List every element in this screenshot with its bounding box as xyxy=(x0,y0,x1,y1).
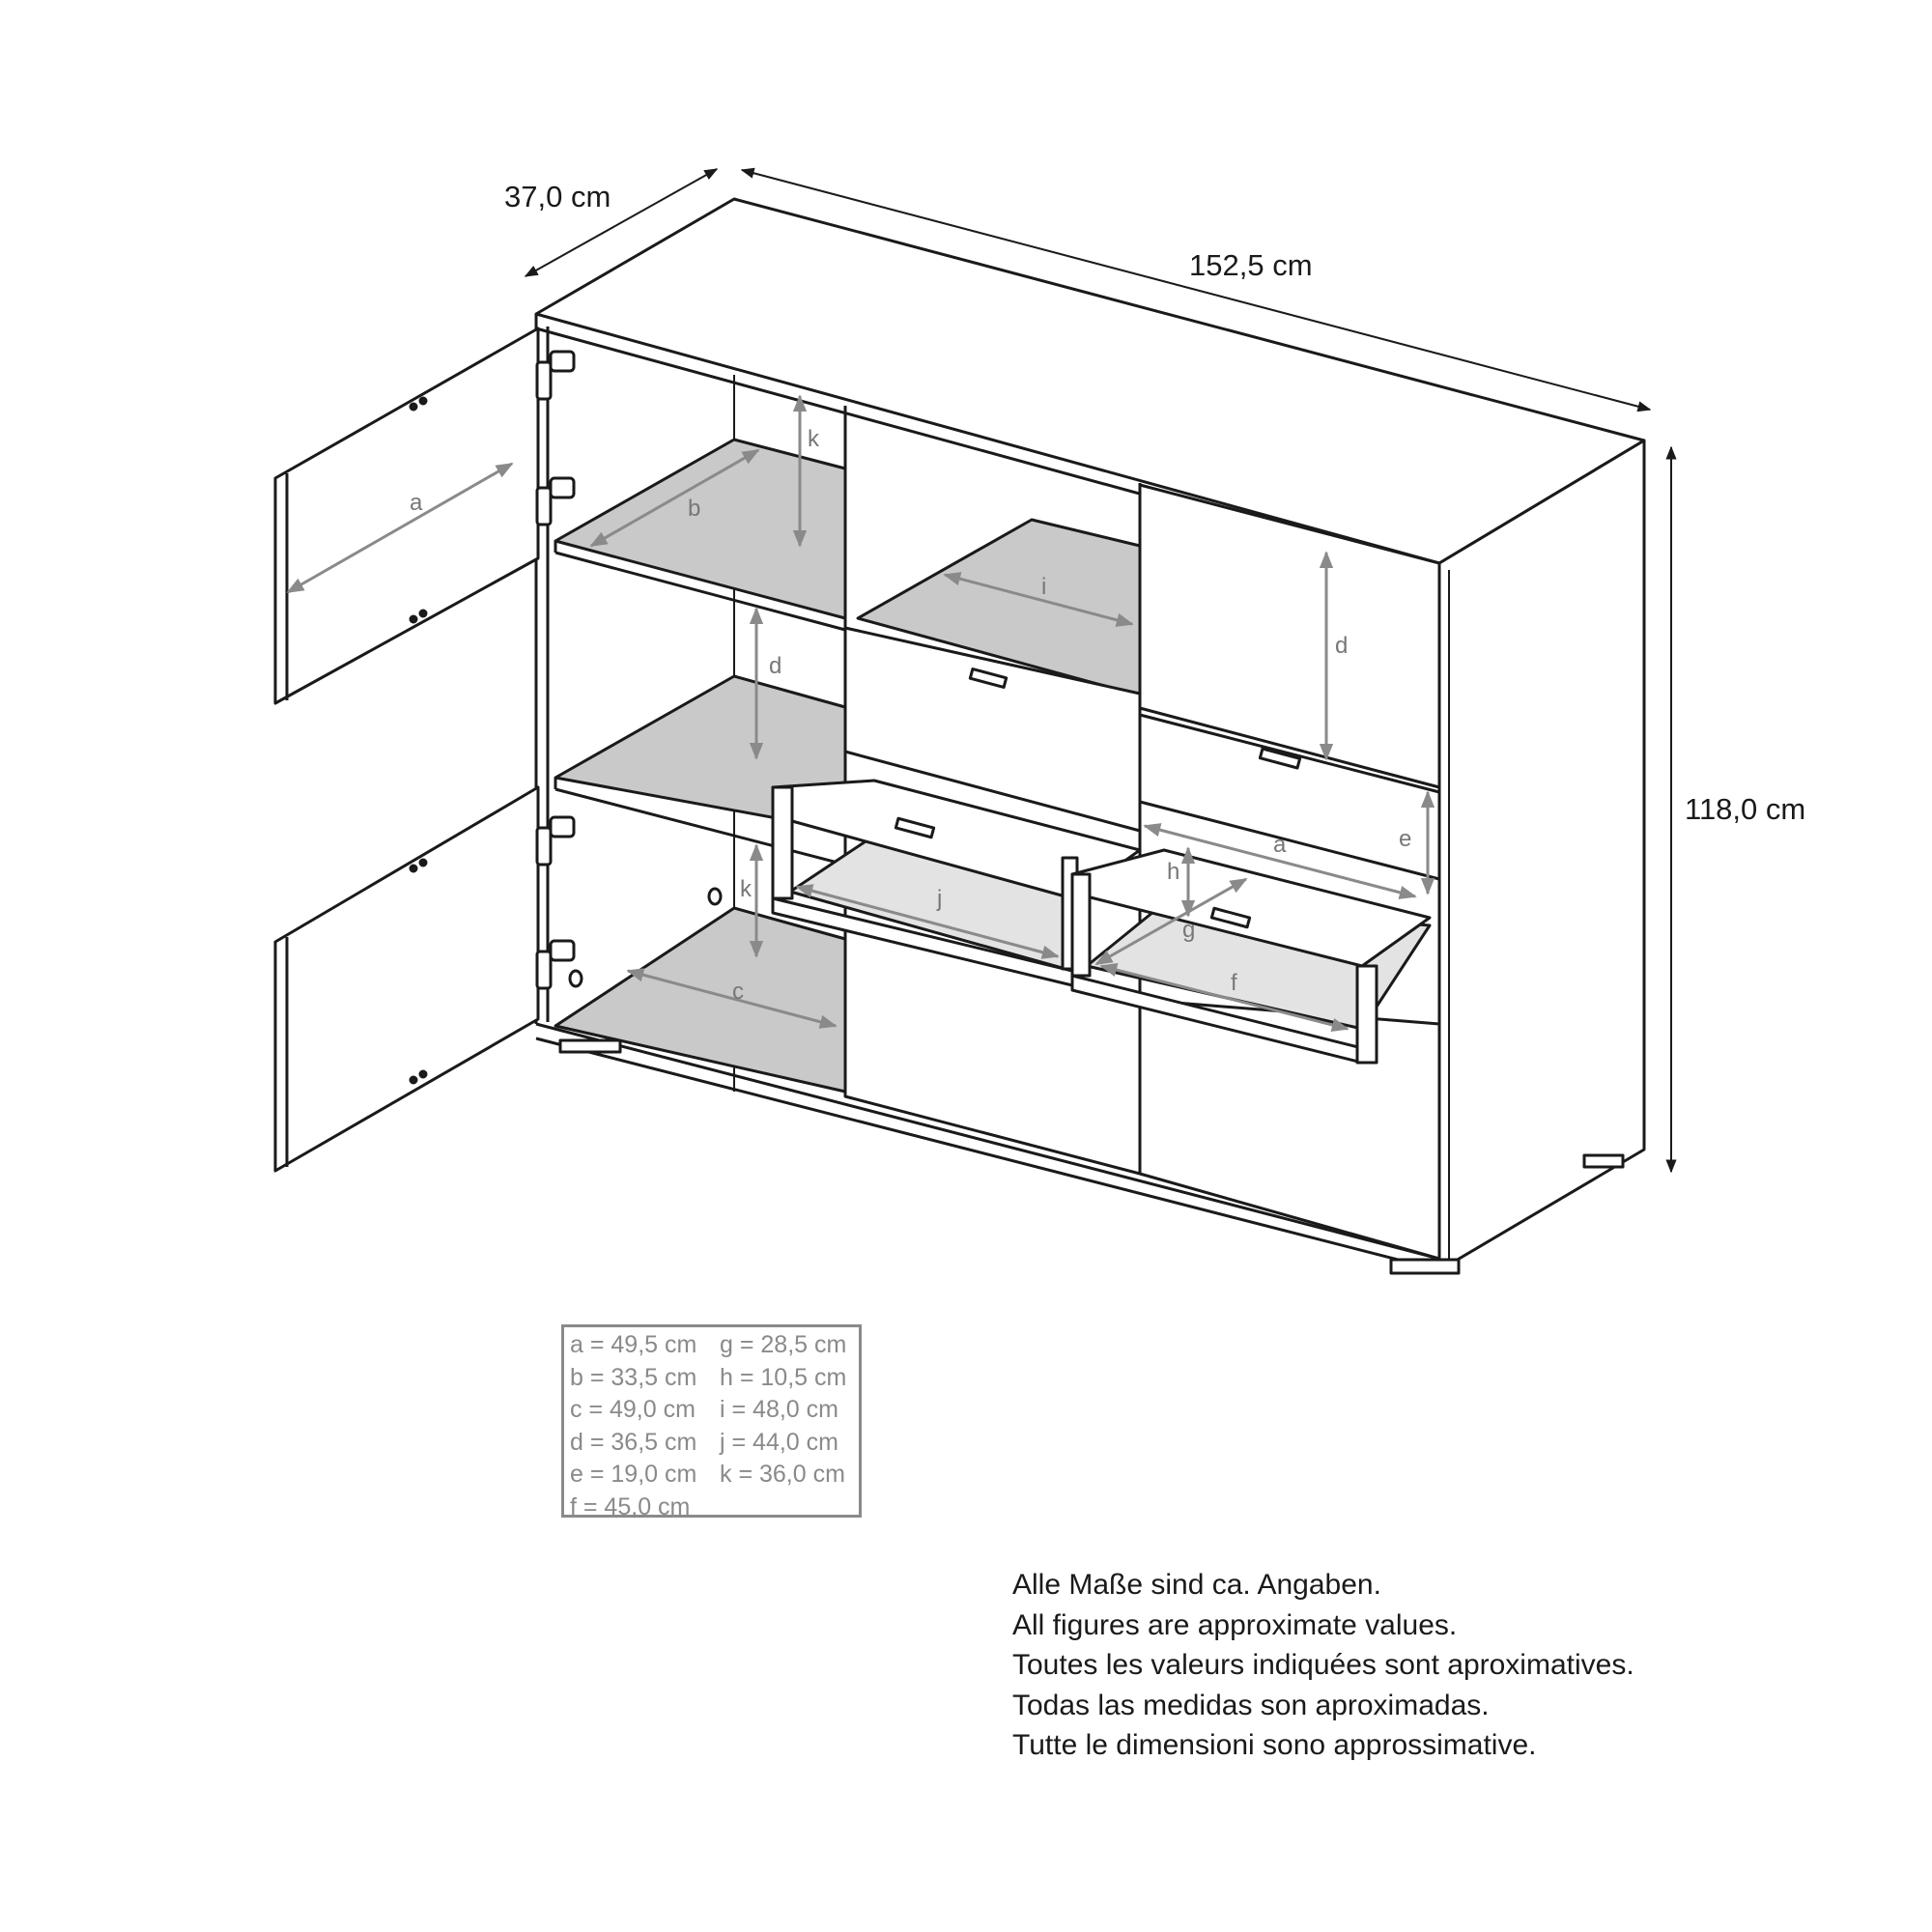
label-d-left: d xyxy=(769,653,782,679)
note-line-en: All figures are approximate values. xyxy=(1012,1608,1458,1641)
legend-cell: c = 49,0 cm xyxy=(570,1396,696,1423)
width-label: 152,5 cm xyxy=(1189,248,1313,282)
door-hinges xyxy=(537,352,574,988)
legend-cell: i = 48,0 cm xyxy=(720,1396,838,1423)
note-line-it: Tutte le dimensioni sono approssimative. xyxy=(1012,1729,1537,1761)
legend-row xyxy=(570,1427,853,1460)
legend-cell: d = 36,5 cm xyxy=(570,1428,697,1456)
label-i: i xyxy=(1041,574,1047,600)
label-j: j xyxy=(937,886,943,912)
note-line-de: Alle Maße sind ca. Angaben. xyxy=(1012,1569,1381,1601)
legend-row xyxy=(570,1394,853,1427)
height-label: 118,0 cm xyxy=(1685,792,1806,826)
legend-cell: f = 45,0 cm xyxy=(570,1492,691,1520)
label-k-bottom: k xyxy=(740,876,752,902)
note-line-fr: Toutes les valeurs indiquées sont aproximatives. xyxy=(1012,1649,1634,1681)
label-d-right: d xyxy=(1335,633,1349,659)
label-c: c xyxy=(732,979,744,1005)
legend-cell: b = 33,5 cm xyxy=(570,1363,697,1391)
legend-cell: a = 49,5 cm xyxy=(570,1331,697,1358)
legend-cell: g = 28,5 cm xyxy=(720,1331,847,1358)
dimension-legend-table xyxy=(561,1324,862,1518)
approximate-values-note xyxy=(1012,1565,1882,1766)
legend-cell: e = 19,0 cm xyxy=(570,1461,697,1488)
legend-row xyxy=(570,1459,853,1492)
label-b: b xyxy=(688,496,701,522)
label-g: g xyxy=(1182,917,1196,943)
legend-row xyxy=(570,1329,853,1362)
legend-cell: k = 36,0 cm xyxy=(720,1461,845,1488)
legend-row xyxy=(570,1362,853,1395)
label-f: f xyxy=(1231,970,1237,996)
label-a-drawer: a xyxy=(1273,832,1287,858)
legend-cell: j = 44,0 cm xyxy=(720,1428,838,1456)
legend-cell: h = 10,5 cm xyxy=(720,1363,847,1391)
depth-label: 37,0 cm xyxy=(504,180,611,213)
upper-left-door xyxy=(275,328,538,703)
label-k-top: k xyxy=(808,426,819,452)
label-a-door: a xyxy=(410,490,423,516)
label-e: e xyxy=(1399,826,1412,852)
note-line-es: Todas las medidas son aproximadas. xyxy=(1012,1689,1490,1721)
label-h: h xyxy=(1167,859,1180,885)
legend-row xyxy=(570,1492,853,1524)
lower-left-door xyxy=(275,787,538,1171)
